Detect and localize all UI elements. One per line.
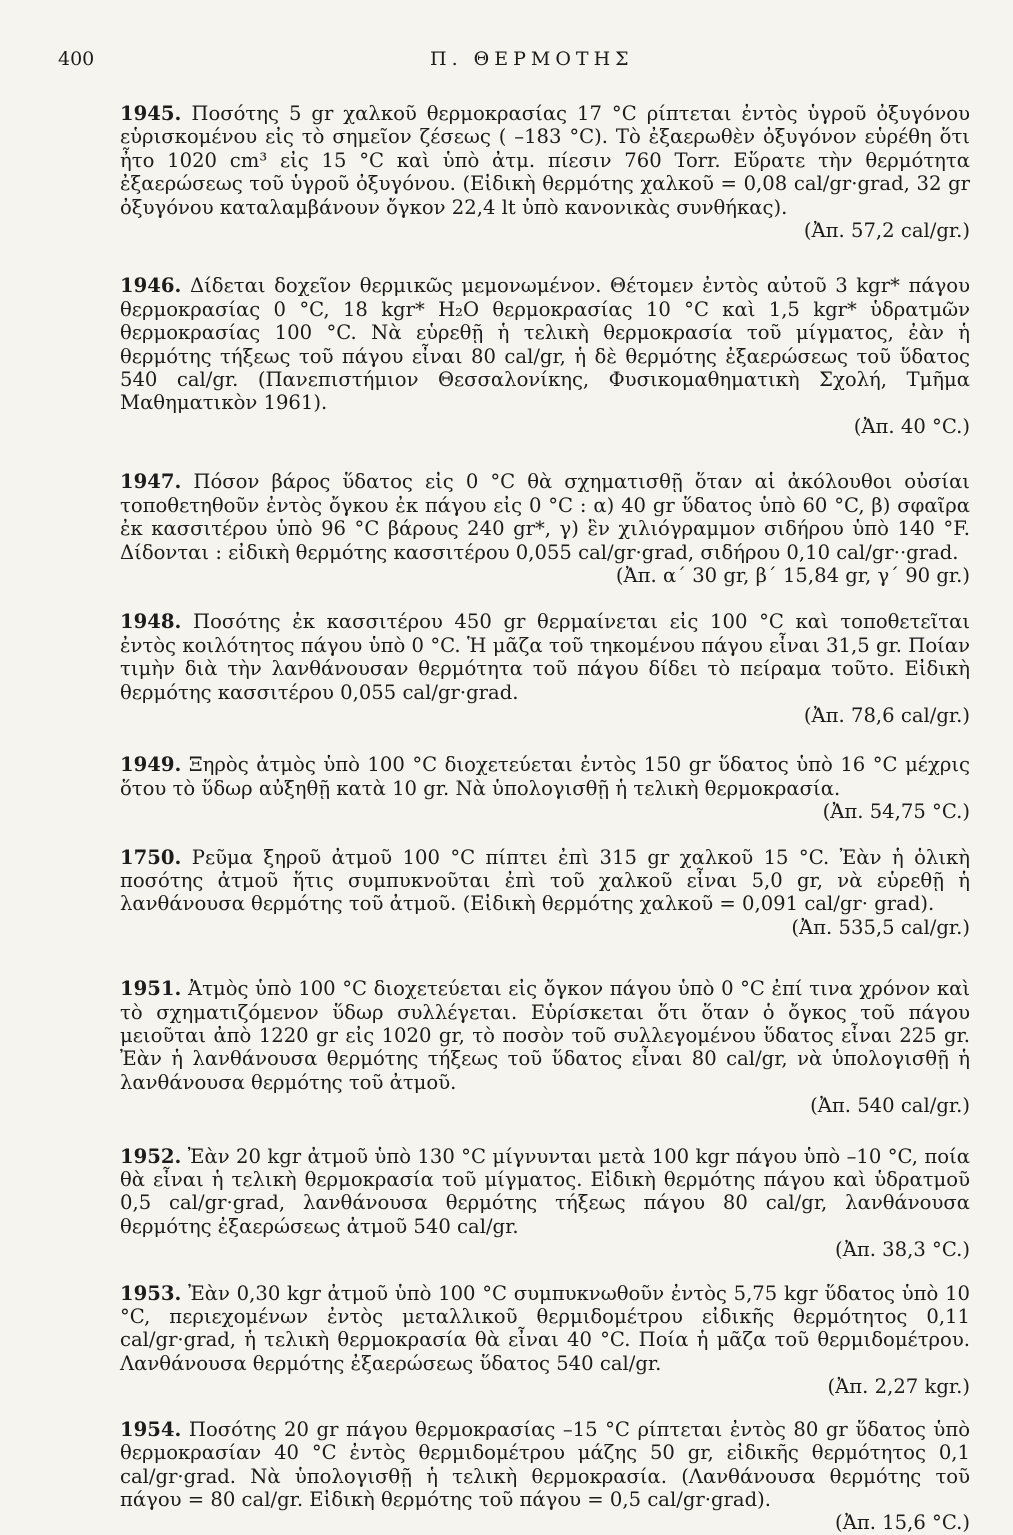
problem-answer: (Ἀπ. 38,3 °C.): [835, 1238, 970, 1262]
problem-text: [120, 610, 970, 704]
running-head: Π. ΘΕΡΜΟΤΗΣ: [430, 48, 634, 70]
problem-1949: [120, 753, 970, 823]
page-number: 400: [58, 48, 95, 70]
problem-number: 1954.: [120, 1417, 182, 1441]
problem-body: Ἀτμὸς ὑπὸ 100 °C διοχετεύεται εἰς ὄγκον πάγου ὑπὸ 0 °C ἐπί τινα χρόνον καὶ τὸ σχηματιζόμενον ὕδωρ συλλέγεται. Εὑρίσκεται ὅτι ὅταν ὁ ὄγκος τοῦ πάγου μειοῦται ἀπὸ 1220 gr εἰς 1020 gr, τὸ ποσὸν τοῦ συλλεγομένου ὕδατος εἶναι 225 gr. Ἐὰν ἡ λανθάνουσα θερμότης τήξεως τοῦ ὕδατος εἶναι 80 cal/gr, νὰ ὑπολογισθῇ ἡ λανθάνουσα θερμότης τοῦ ἀτμοῦ.: [120, 977, 970, 1094]
problem-1750: [120, 846, 970, 940]
problem-1945: [120, 102, 970, 242]
problem-text: [120, 1145, 970, 1239]
problem-text: [120, 274, 970, 414]
problem-1953: [120, 1282, 970, 1399]
problem-number: 1951.: [120, 977, 182, 1001]
problem-body: Ξηρὸς ἀτμὸς ὑπὸ 100 °C διοχετεύεται ἐντὸς 150 gr ὕδατος ὑπὸ 16 °C μέχρις ὅτου τὸ ὕδωρ αὐξηθῇ κατὰ 10 gr. Νὰ ὑπολογισθῇ ἡ τελικὴ θερμοκρασία.: [120, 753, 971, 800]
problem-number: 1947.: [120, 470, 182, 494]
problem-1951: [120, 977, 970, 1117]
problem-body: Πόσον βάρος ὕδατος εἰς 0 °C θὰ σχηματισθῇ ὅταν αἱ ἀκόλουθοι οὐσίαι τοποθετηθοῦν ἐντὸς ὄγκου ἐκ πάγου εἰς 0 °C : α) 40 gr ὕδατος ὑπὸ 60 °C, β) σφαῖρα ἐκ κασσιτέρου ὑπὸ 96 °C βάρους 240 gr*, γ) ἓν χιλιόγραμμον σιδήρου ὑπὸ 140 °F. Δίδονται : εἰδικὴ θερμότης κασσιτέρου 0,055 cal/gr·grad, σιδήρου 0,10 cal/gr··grad.: [120, 470, 970, 564]
problem-answer: (Ἀπ. α΄ 30 gr, β΄ 15,84 gr, γ΄ 90 gr.): [615, 563, 970, 587]
problem-number: 1948.: [120, 610, 182, 634]
problem-body: Ἐὰν 0,30 kgr ἀτμοῦ ὑπὸ 100 °C συμπυκνωθοῦν ἐντὸς 5,75 kgr ὕδατος ὑπὸ 10 °C, περιεχομένων ἐντὸς μεταλλικοῦ θερμιδομέτρου εἰδικῆς θερμότητος 0,11 cal/gr·grad, ἡ τελικὴ θερμοκρασία θὰ εἶναι 40 °C. Ποία ἡ μᾶζα τοῦ θερμιδομέτρου. Λανθάνουσα θερμότης ἐξαερώσεως ὕδατος 540 cal/gr.: [120, 1281, 970, 1375]
problem-answer: (Ἀπ. 78,6 cal/gr.): [803, 703, 970, 727]
problem-answer: (Ἀπ. 54,75 °C.): [822, 800, 970, 824]
problem-text: [120, 1418, 970, 1512]
problem-list: [120, 102, 970, 1535]
problem-text: [120, 1282, 970, 1376]
problem-answer: (Ἀπ. 40 °C.): [853, 414, 970, 438]
problem-text: [120, 977, 970, 1094]
problem-body: Ρεῦμα ξηροῦ ἀτμοῦ 100 °C πίπτει ἐπὶ 315 gr χαλκοῦ 15 °C. Ἐὰν ἡ ὁλικὴ ποσότης ἀτμοῦ ἥτις συμπυκνοῦται ἐπὶ τοῦ χαλκοῦ εἶναι 5,0 gr, νὰ εὑρεθῇ ἡ λανθάνουσα θερμότης τοῦ ἀτμοῦ. (Εἰδικὴ θερμότης χαλκοῦ = 0,091 cal/gr· grad).: [120, 845, 970, 916]
problem-answer: (Ἀπ. 57,2 cal/gr.): [803, 219, 970, 243]
problem-1948: [120, 610, 970, 727]
problem-answer: (Ἀπ. 540 cal/gr.): [810, 1094, 970, 1118]
page-header: [58, 48, 953, 82]
problem-text: [120, 470, 970, 564]
problem-text: [120, 846, 970, 916]
problem-body: Δίδεται δοχεῖον θερμικῶς μεμονωμένον. Θέτομεν ἐντὸς αὐτοῦ 3 kgr* πάγου θερμοκρασίας 0 °C, 18 kgr* H₂O θερμοκρασίας 10 °C καὶ 1,5 kgr* ὑδρατμῶν θερμοκρασίας 100 °C. Νὰ εὑρεθῇ ἡ τελικὴ θερμοκρασία τοῦ μίγματος, ἐὰν ἡ θερμότης τήξεως τοῦ πάγου εἶναι 80 cal/gr, ἡ δὲ θερμότης ἐξαερώσεως τοῦ ὕδατος 540 cal/gr. (Πανεπιστήμιον Θεσσαλονίκης, Φυσικομαθηματικὴ Σχολή, Τμῆμα Μαθηματικὸν 1961).: [120, 274, 970, 415]
problem-1946: [120, 274, 970, 438]
problem-number: 1949.: [120, 753, 182, 777]
problem-1952: [120, 1145, 970, 1262]
problem-answer: (Ἀπ. 2,27 kgr.): [827, 1375, 970, 1399]
problem-answer: (Ἀπ. 535,5 cal/gr.): [791, 915, 970, 939]
problem-body: Ποσότης ἐκ κασσιτέρου 450 gr θερμαίνεται εἰς 100 °C καὶ τοποθετεῖται ἐντὸς κοιλότητος πάγου ὑπὸ 0 °C. Ἡ μᾶζα τοῦ τηκομένου πάγου εἶναι 31,5 gr. Ποίαν τιμὴν διὰ τὴν λανθάνουσαν θερμότητα τοῦ πάγου δίδει τὸ πείραμα τοῦτο. Εἰδικὴ θερμότης κασσιτέρου 0,055 cal/gr·grad.: [120, 610, 971, 704]
problem-1947: [120, 470, 970, 587]
problem-number: 1750.: [120, 845, 182, 869]
problem-number: 1945.: [120, 102, 182, 125]
problem-text: [120, 102, 970, 219]
problem-number: 1953.: [120, 1281, 182, 1305]
problem-body: Ποσότης 20 gr πάγου θερμοκρασίας –15 °C ρίπτεται ἐντὸς 80 gr ὕδατος ὑπὸ θερμοκρασίαν 40 °C ἐντὸς θερμιδομέτρου μάζης 50 gr, εἰδικῆς θερμότητος 0,1 cal/gr·grad. Νὰ ὑπολογισθῇ ἡ τελικὴ θερμοκρασία. (Λανθάνουσα θερμότης τοῦ πάγου = 80 cal/gr. Εἰδικὴ θερμότης τοῦ πάγου = 0,5 cal/gr·grad).: [120, 1417, 970, 1511]
problem-number: 1946.: [120, 274, 182, 298]
problem-1954: [120, 1418, 970, 1535]
problem-body: Ἐὰν 20 kgr ἀτμοῦ ὑπὸ 130 °C μίγνυνται μετὰ 100 kgr πάγου ὑπὸ –10 °C, ποία θὰ εἶναι ἡ τελικὴ θερμοκρασία τοῦ μίγματος. Εἰδικὴ θερμότης πάγου καὶ ὑδρατμοῦ 0,5 cal/gr·grad, λανθάνουσα θερμότης τήξεως πάγου 80 cal/gr, λανθάνουσα θερμότης ἐξαερώσεως ἀτμοῦ 540 cal/gr.: [120, 1144, 971, 1238]
problem-answer: (Ἀπ. 15,6 °C.): [835, 1511, 970, 1535]
problem-body: Ποσότης 5 gr χαλκοῦ θερμοκρασίας 17 °C ρίπτεται ἐντὸς ὑγροῦ ὀξυγόνου εὑρισκομένου εἰς τὸ σημεῖον ζέσεως ( –183 °C). Τὸ ἐξαερωθὲν ὀξυγόνον εὑρέθη ὅτι ἦτο 1020 cm³ εἰς 15 °C καὶ ὑπὸ ἀτμ. πίεσιν 760 Torr. Εὕρατε τὴν θερμότητα ἐξαερώσεως τοῦ ὑγροῦ ὀξυγόνου. (Εἰδικὴ θερμότης χαλκοῦ = 0,08 cal/gr·grad, 32 gr ὀξυγόνου καταλαμβάνουν ὄγκον 22,4 lt ὑπὸ κανονικὰς συνθήκας).: [120, 102, 970, 219]
problem-number: 1952.: [120, 1144, 182, 1168]
problem-text: [120, 753, 970, 800]
